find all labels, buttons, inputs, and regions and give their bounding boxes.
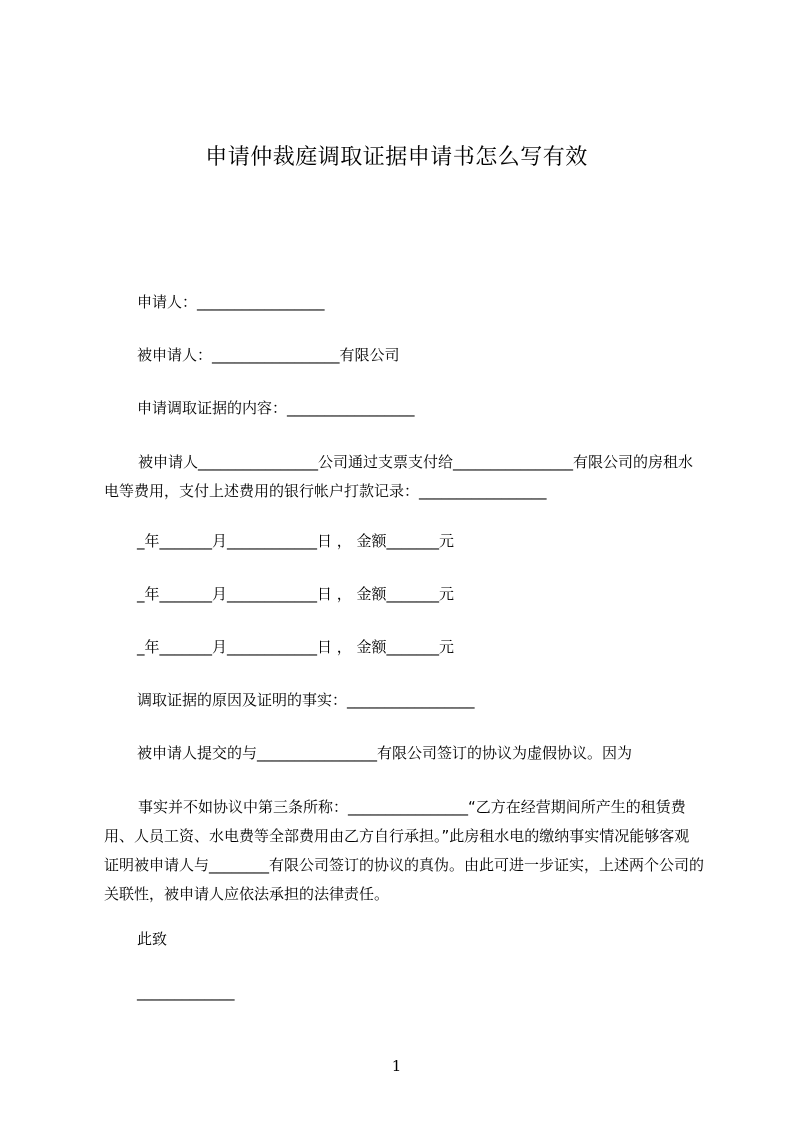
page-number: 1 [391,1057,402,1075]
document-title: 申请仲裁庭调取证据申请书怎么写有效 [205,145,588,170]
payment-row: _年_______月____________日 ， 金额_______元 [137,532,455,550]
payment-paragraph-text: 被申请人________________公司通过支票支付给________________有限公司的房租水电等费用，支付上述费用的银行帐户打款记录：_________________ [104,453,694,500]
evidence-content-line: 申请调取证据的内容：_________________ [137,399,415,417]
payment-row: _年_______月____________日 ， 金额_______元 [137,638,455,656]
reason-line: 调取证据的原因及证明的事实：_________________ [137,691,475,709]
closing-text: 此致 [137,930,168,948]
signature-line: _____________ [137,983,235,1001]
respondent-line: 被申请人：_________________有限公司 [137,346,400,364]
payment-paragraph [104,448,704,506]
false-agreement-statement: 被申请人提交的与________________有限公司签订的协议为虚假协议。因为 [137,744,633,762]
applicant-line: 申请人：_________________ [137,293,325,311]
payment-row: _年_______月____________日 ， 金额_______元 [137,585,455,603]
facts-paragraph [104,793,704,909]
facts-paragraph-text: 事实并不如协议中第三条所称：________________“乙方在经营期间所产生的租赁费用、人员工资、水电费等全部费用由乙方自行承担。”此房租水电的缴纳事实情况能够客观证明被申请人与________有限公司签订的协议的真伪。由此可进一步证实，上述两个公司的关联性，被申请人应依法承担的法律责任。 [104,798,705,903]
